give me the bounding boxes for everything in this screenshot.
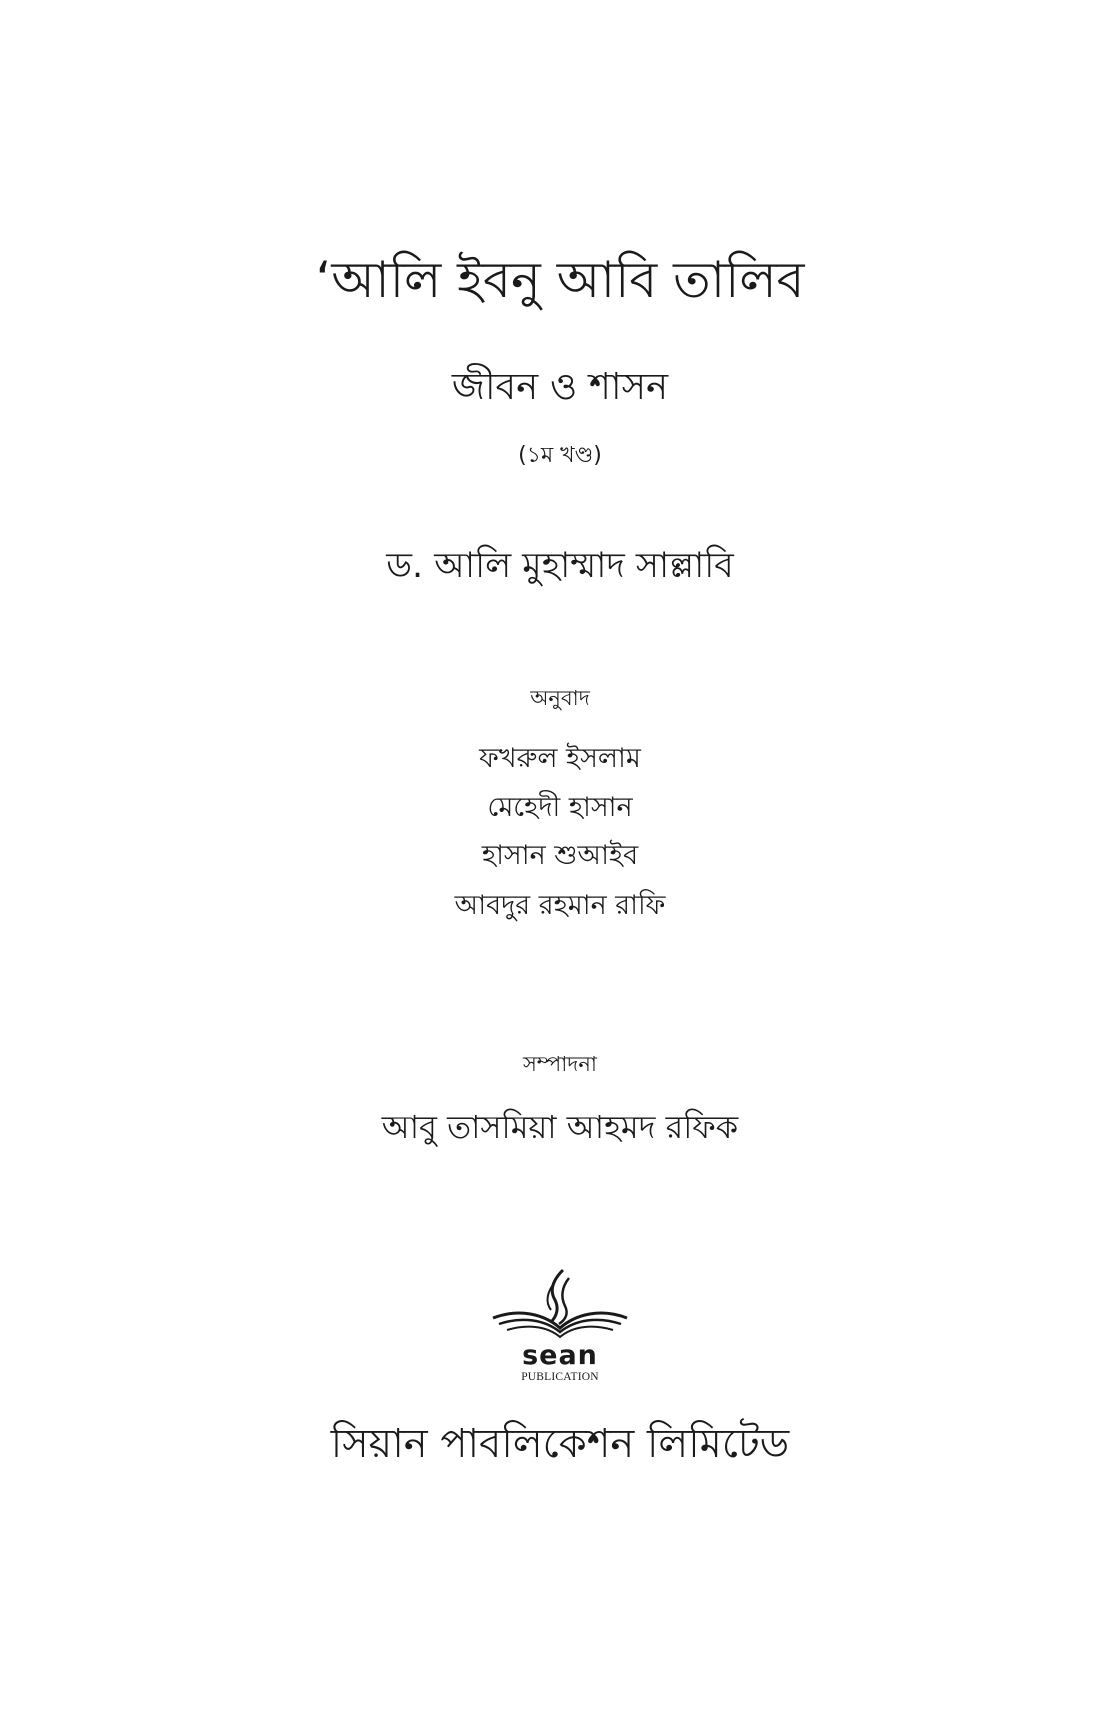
publisher-logo	[489, 1268, 631, 1386]
editor-name: আবু তাসমিয়া আহমদ রফিক	[381, 1108, 739, 1146]
book-title: ‘আলি ইবনু আবি তালিব	[315, 251, 805, 309]
translation-label: অনুবাদ	[530, 686, 590, 710]
logo-subtitle: PUBLICATION	[521, 1371, 599, 1383]
editing-label: সম্পাদনা	[523, 1052, 597, 1076]
book-flame-logo-icon	[489, 1268, 631, 1340]
translator-name: মেহেদী হাসান	[487, 792, 633, 823]
publisher-name: সিয়ান পাবলিকেশন লিমিটেড	[330, 1421, 790, 1467]
book-subtitle: জীবন ও শাসন	[451, 365, 669, 408]
author-name: ড. আলি মুহাম্মাদ সাল্লাবি	[386, 546, 734, 586]
logo-wordmark: sean	[522, 1340, 598, 1371]
translator-name: আবদুর রহমান রাফি	[454, 890, 666, 921]
translator-name: ফখরুল ইসলাম	[479, 743, 641, 774]
volume-label: (১ম খণ্ড)	[518, 443, 602, 468]
translator-name: হাসান শুআইব	[481, 840, 639, 871]
